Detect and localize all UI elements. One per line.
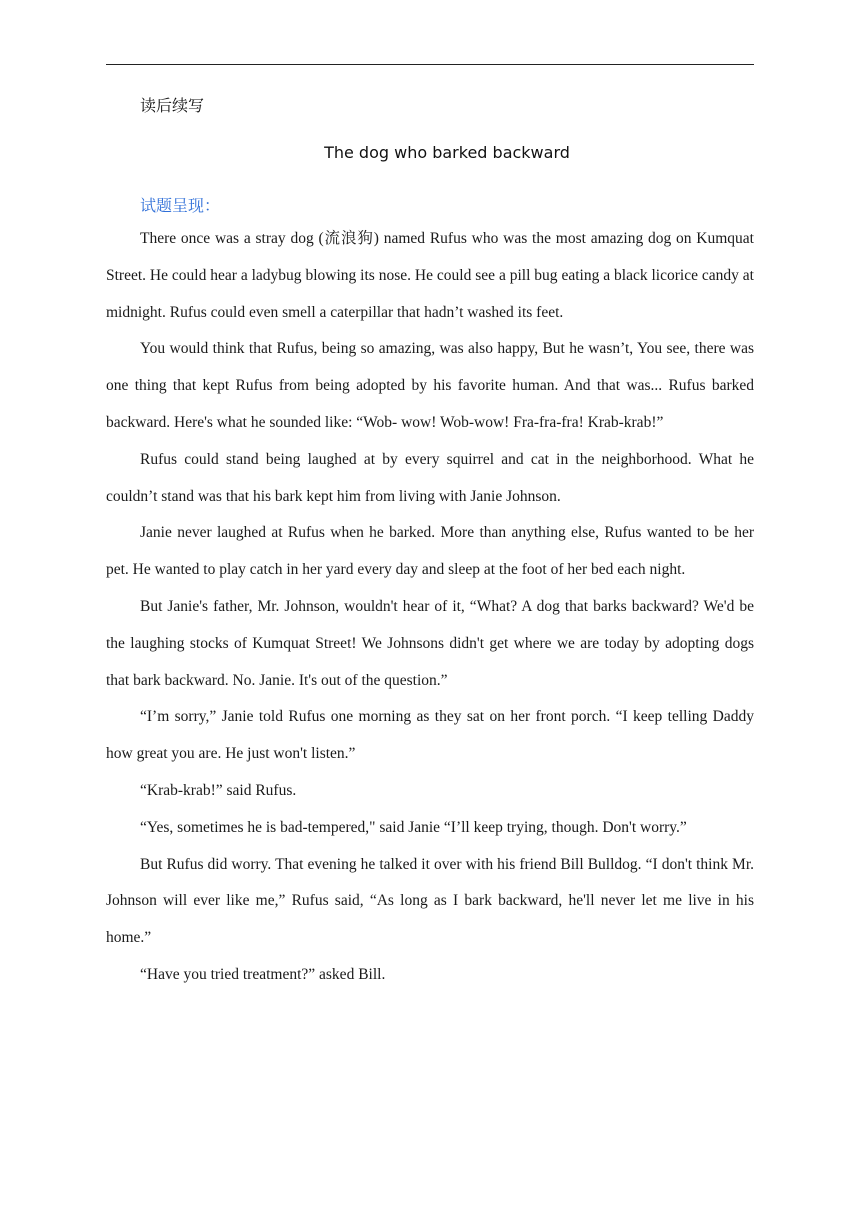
paragraph: But Rufus did worry. That evening he talked it over with his friend Bill Bulldog. “I don't think Mr. Johnson will ever like me,” Rufus said, “As long as I bark backward, he'll never let me live in his home.” [106, 855, 754, 947]
paragraph: “Yes, sometimes he is bad-tempered," said Janie “I’ll keep trying, though. Don't worry.” [140, 818, 687, 836]
paragraph: “Krab-krab!” said Rufus. [140, 781, 297, 799]
story-body [106, 221, 754, 994]
paragraph: You would think that Rufus, being so amazing, was also happy, But he wasn’t, You see, there was one thing that kept Rufus from being adopted by his favorite human. And that was... Rufus barked backward. Here's what he sounded like: “Wob- wow! Wob-wow! Fra-fra-fra! Krab-krab!” [106, 340, 754, 431]
section-label: 读后续写 [140, 96, 205, 115]
paragraph: Rufus could stand being laughed at by every squirrel and cat in the neighborhood. What he couldn’t stand was that his bark kept him from living with Janie Johnson. [106, 450, 754, 505]
paragraph: But Janie's father, Mr. Johnson, wouldn't hear of it, “What? A dog that barks backward? We'd be the laughing stocks of Kumquat Street! We Johnsons didn't get where we are today by adopting dogs that bark backward. No. Janie. It's out of the question.” [106, 597, 754, 689]
header-rule [106, 64, 754, 65]
story-title: The dog who barked backward [324, 143, 570, 162]
paragraph: “Have you tried treatment?” asked Bill. [140, 965, 386, 983]
paragraph: Janie never laughed at Rufus when he barked. More than anything else, Rufus wanted to be her pet. He wanted to play catch in her yard every day and sleep at the foot of her bed each night. [106, 524, 754, 579]
question-subheading: 试题呈现： [140, 196, 221, 215]
paragraph: “I’m sorry,” Janie told Rufus one morning as they sat on her front porch. “I keep telling Daddy how great you are. He just won't listen.” [106, 708, 754, 763]
paragraph: There once was a stray dog (流浪狗) named Rufus who was the most amazing dog on Kumquat Street. He could hear a ladybug blowing its nose. He could see a pill bug eating a black licorice candy at midnight. Rufus could even smell a caterpillar that hadn’t washed its feet. [106, 230, 754, 321]
